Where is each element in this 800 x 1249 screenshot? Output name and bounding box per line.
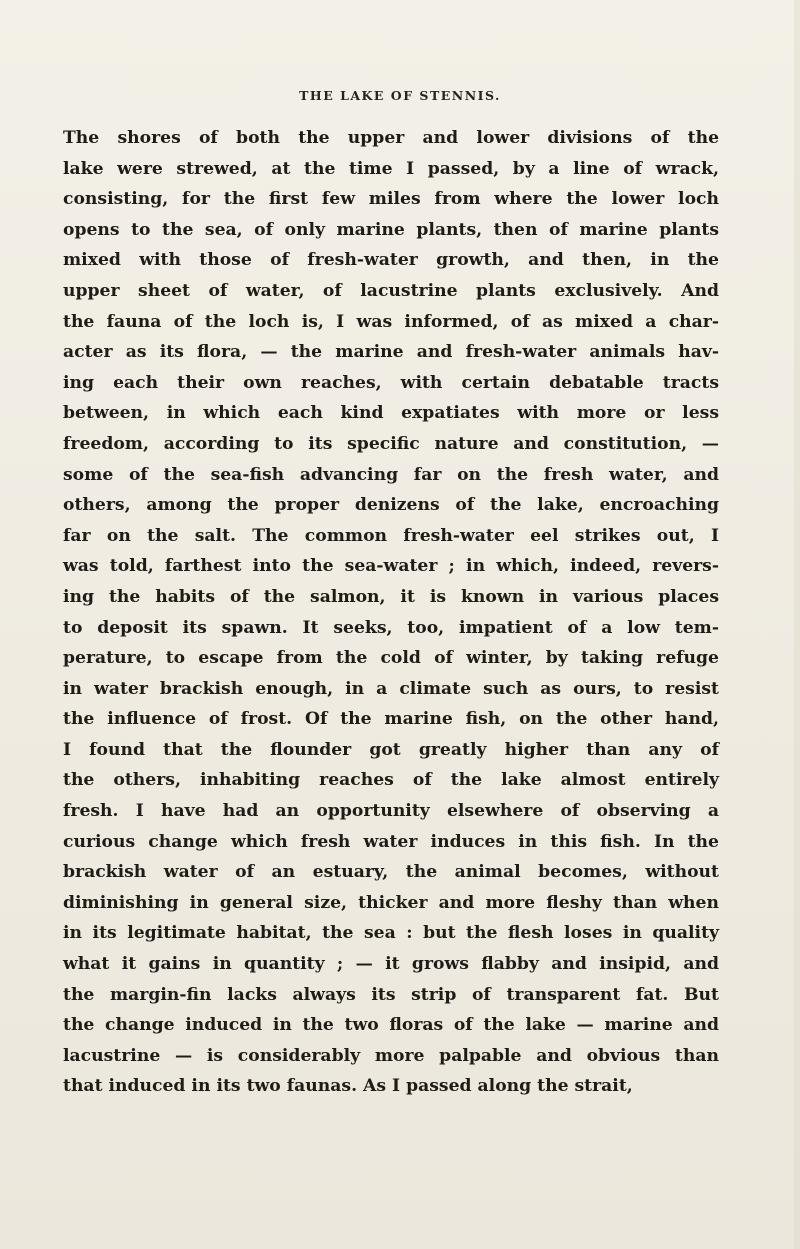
- running-head: THE LAKE OF STENNIS.: [299, 88, 501, 103]
- text-line: lake were strewed, at the time I passed, by a line of wrack,: [63, 158, 719, 179]
- text-line: perature, to escape from the cold of winter, by taking refuge: [63, 648, 719, 669]
- text-line: others, among the proper denizens of the lake, encroaching: [63, 495, 719, 516]
- text-line: the margin-fin lacks always its strip of transparent fat. But: [63, 984, 719, 1005]
- text-line: was told, farthest into the sea-water ; in which, indeed, revers-: [63, 556, 719, 577]
- text-line: what it gains in quantity ; — it grows flabby and insipid, and: [63, 954, 719, 975]
- text-line: ing each their own reaches, with certain debatable tracts: [63, 372, 719, 393]
- text-line: upper sheet of water, of lacustrine plants exclusively. And: [63, 280, 719, 301]
- text-line: far on the salt. The common fresh-water eel strikes out, I: [63, 525, 719, 546]
- text-line: The shores of both the upper and lower divisions of the: [63, 128, 719, 148]
- text-line: fresh. I have had an opportunity elsewhere of observing a: [63, 801, 719, 822]
- text-line: the change induced in the two floras of the lake — marine and: [63, 1015, 719, 1036]
- text-line: lacustrine — is considerably more palpable and obvious than: [63, 1045, 719, 1066]
- text-line: acter as its flora, — the marine and fresh-water animals hav-: [63, 342, 719, 363]
- text-line: opens to the sea, of only marine plants, then of marine plants: [63, 219, 719, 240]
- text-line: mixed with those of fresh-water growth, and then, in the: [63, 250, 719, 271]
- text-line: the others, inhabiting reaches of the lake almost entirely: [63, 770, 719, 791]
- text-line: to deposit its spawn. It seeks, too, impatient of a low tem-: [63, 617, 719, 638]
- text-line: diminishing in general size, thicker and more fleshy than when: [63, 892, 719, 913]
- text-line: the fauna of the loch is, I was informed, of as mixed a char-: [63, 311, 719, 332]
- body-text: [63, 123, 719, 1102]
- text-line: ing the habits of the salmon, it is known in various places: [63, 586, 719, 607]
- text-line: in water brackish enough, in a climate such as ours, to resist: [63, 678, 719, 699]
- text-line: curious change which fresh water induces in this fish. In the: [63, 831, 719, 852]
- text-line: between, in which each kind expatiates with more or less: [63, 403, 719, 424]
- text-line: consisting, for the first few miles from where the lower loch: [63, 189, 719, 210]
- text-line: brackish water of an estuary, the animal becomes, without: [63, 862, 719, 883]
- page-edge-shadow: [794, 0, 800, 1249]
- text-line: freedom, according to its specific nature and constitution, —: [63, 433, 719, 454]
- text-line: in its legitimate habitat, the sea : but the flesh loses in quality: [63, 923, 719, 944]
- text-line: some of the sea-fish advancing far on the fresh water, and: [63, 464, 719, 485]
- text-line: the influence of frost. Of the marine fish, on the other hand,: [63, 709, 719, 730]
- text-line: that induced in its two faunas. As I passed along the strait,: [63, 1076, 633, 1097]
- text-line: I found that the flounder got greatly higher than any of: [63, 739, 719, 760]
